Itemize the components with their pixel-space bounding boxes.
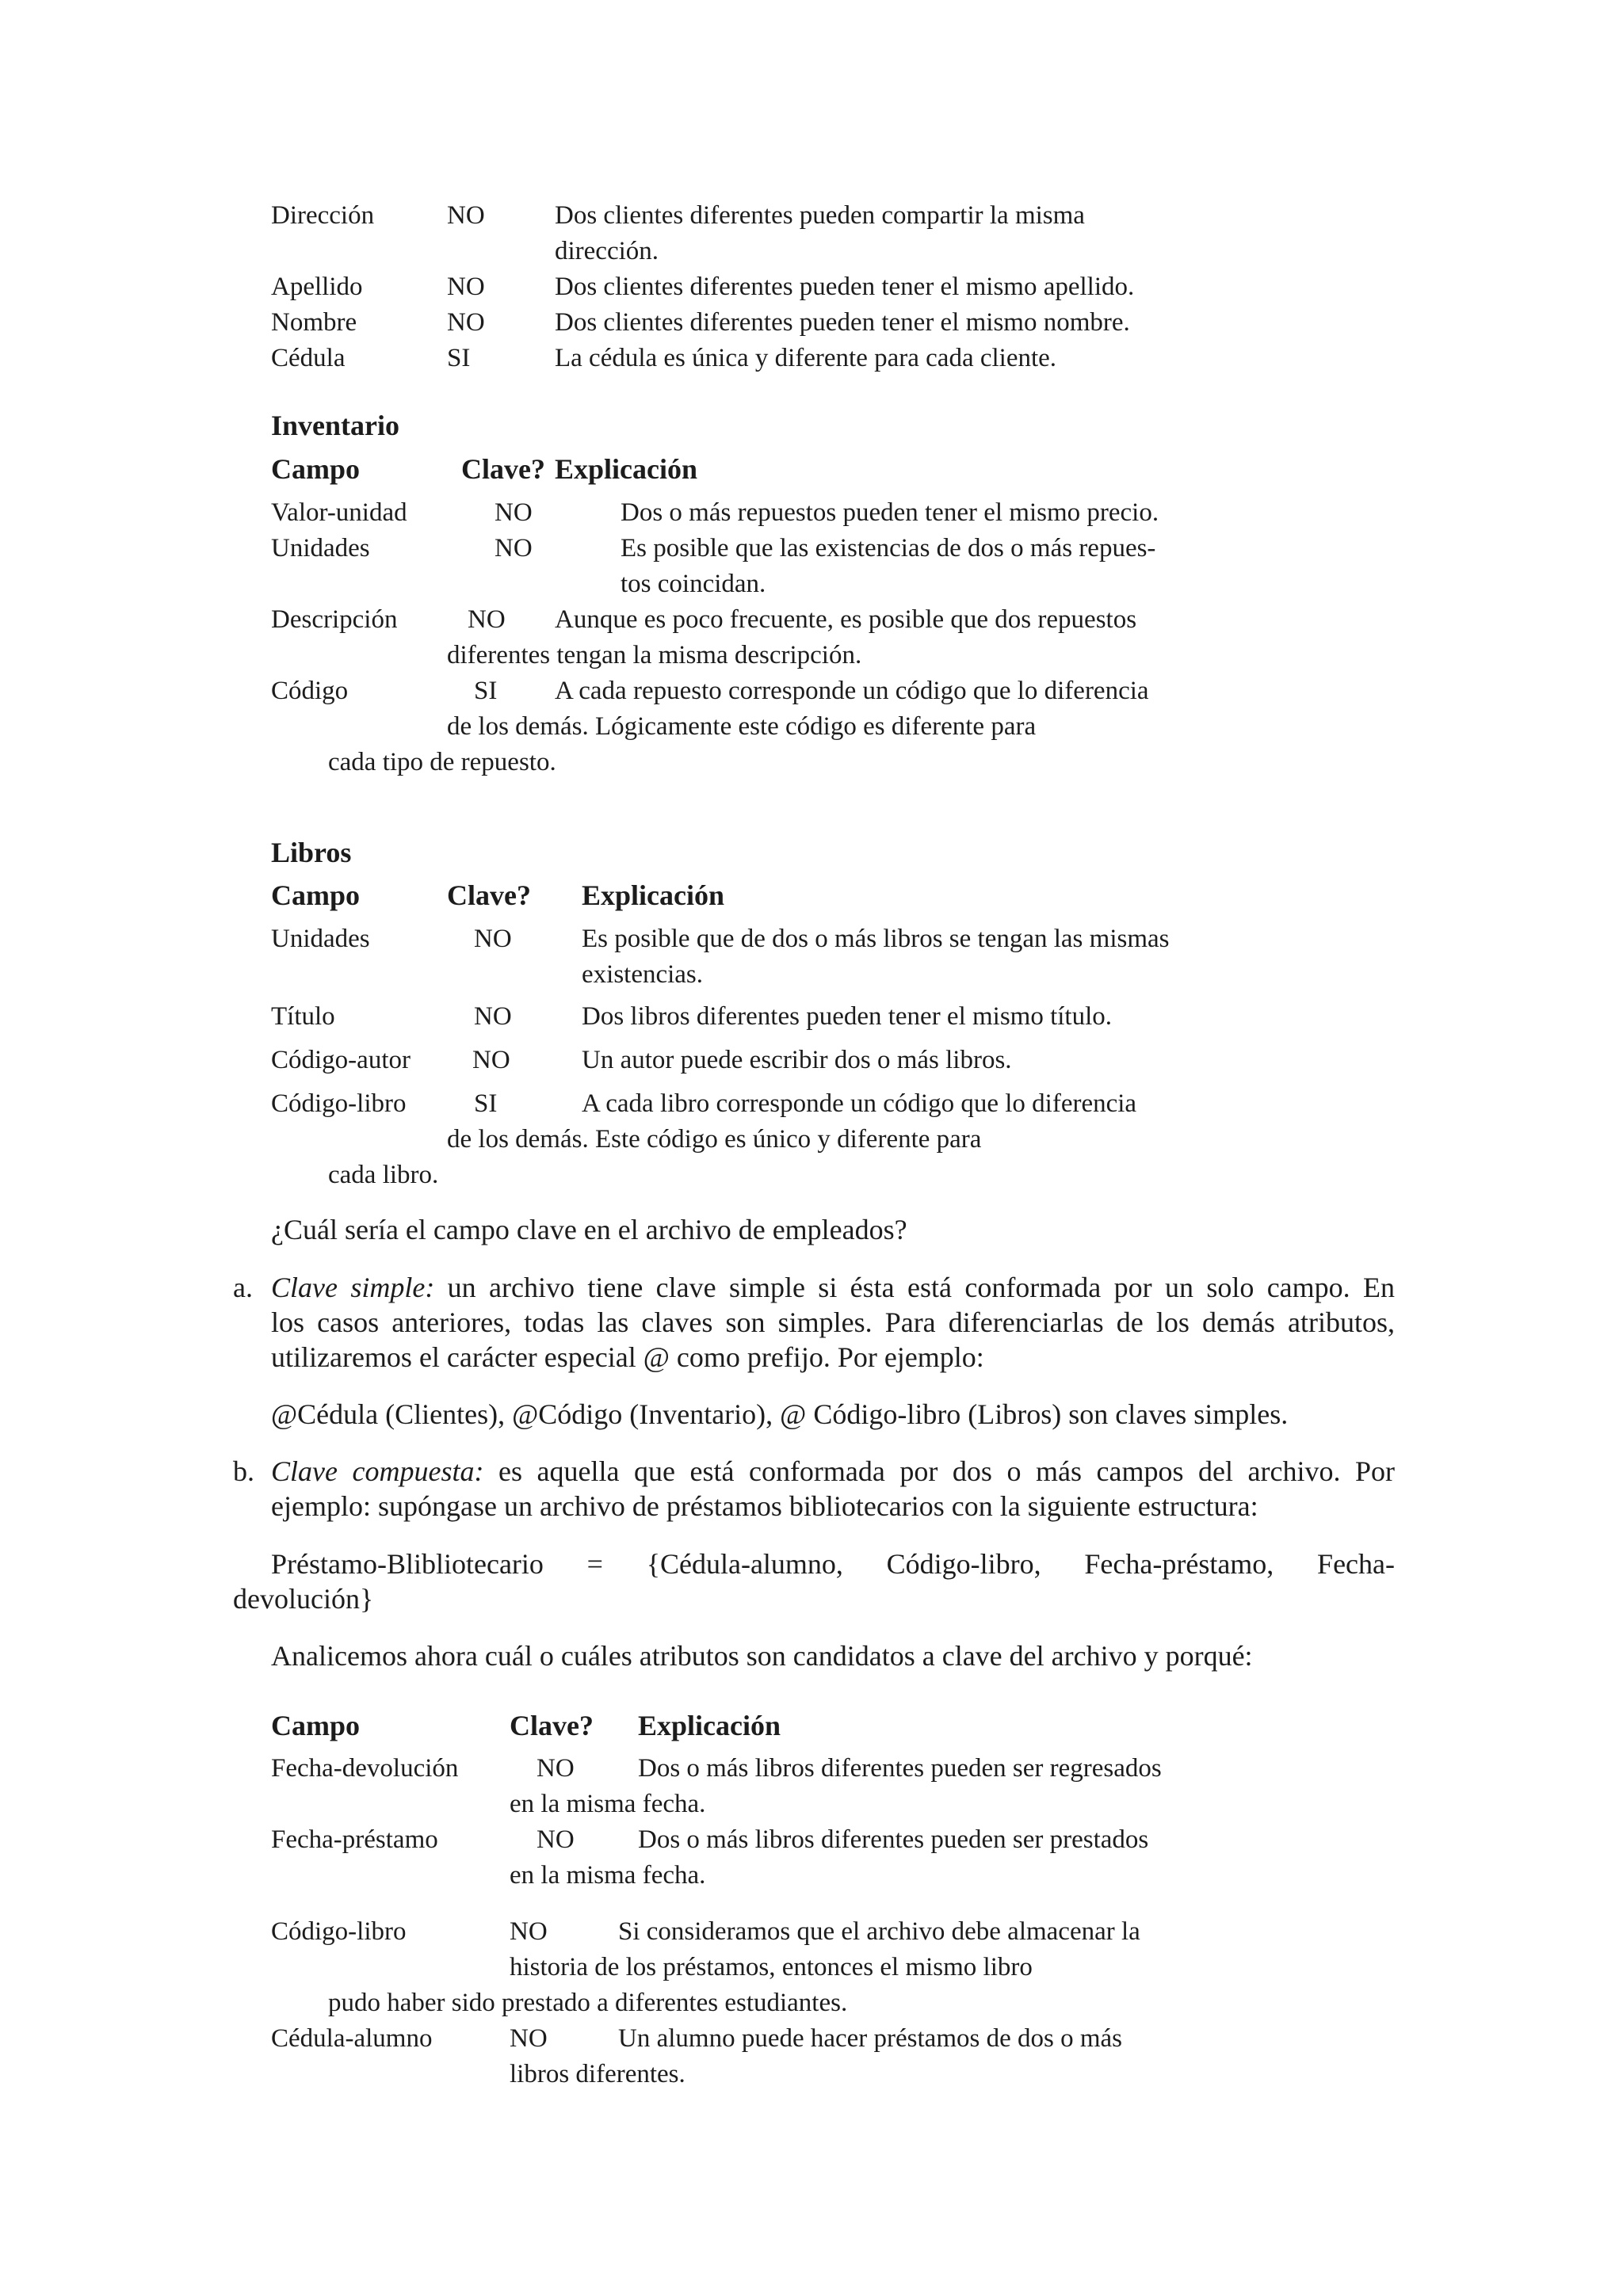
table-cell-campo: Dirección [271,201,375,230]
table-cell-explicacion: Un alumno puede hacer préstamos de dos o más [618,2024,1122,2053]
question-paragraph: ¿Cuál sería el campo clave en el archivo de empleados? [271,1214,907,1245]
table-cell-explicacion: Dos o más libros diferentes pueden ser prestados [638,1825,1149,1854]
structure-definition-cont: devolución} [233,1583,374,1615]
table-cell-explicacion: Dos o más repuestos pueden tener el mismo precio. [621,498,1159,527]
table-cell-campo: Unidades [271,925,370,953]
table-cell-campo: Fecha-devolución [271,1754,459,1783]
example-paragraph: @Cédula (Clientes), @Código (Inventario), @ Código-libro (Libros) son claves simples. [271,1398,1289,1430]
table-cell-clave: NO [472,1046,510,1074]
table-cell-campo: Título [271,1002,335,1031]
column-header-campo: Campo [271,1710,361,1741]
table-cell-campo: Nombre [271,308,357,337]
table-cell-clave: NO [447,201,485,230]
table-cell-campo: Cédula [271,344,346,372]
table-cell-explicacion: cada tipo de repuesto. [328,748,556,776]
paragraph-line: utilizaremos el carácter especial @ como prefijo. Por ejemplo: [271,1341,984,1373]
structure-definition: Préstamo-Blibliotecario = {Cédula-alumno, Código-libro, Fecha-préstamo, Fecha- [271,1548,1395,1580]
table-cell-campo: Unidades [271,534,370,563]
table-cell-explicacion: Aunque es poco frecuente, es posible que dos repuestos [555,605,1137,634]
term-clave-compuesta: Clave compuesta: [271,1455,484,1487]
table-cell-clave: NO [447,273,485,301]
table-cell-campo: Código-libro [271,1089,407,1118]
table-cell-explicacion: Es posible que de dos o más libros se tengan las mismas [582,925,1170,953]
table-cell-explicacion: Es posible que las existencias de dos o más repues- [621,534,1156,563]
table-cell-clave: NO [510,2024,548,2053]
table-cell-explicacion: tos coincidan. [621,570,766,598]
paragraph-line: Clave simple: un archivo tiene clave simple si ésta está conformada por un solo campo. En [271,1272,1395,1303]
table-cell-clave: NO [495,534,533,563]
column-header-explicacion: Explicación [555,453,698,485]
table-cell-explicacion: en la misma fecha. [510,1790,706,1818]
table-cell-explicacion: Dos o más libros diferentes pueden ser regresados [638,1754,1162,1783]
table-cell-campo: Fecha-préstamo [271,1825,438,1854]
paragraph-line: los casos anteriores, todas las claves son simples. Para diferenciarlas de los demás atributos, [271,1306,1395,1338]
table-cell-explicacion: La cédula es única y diferente para cada cliente. [555,344,1057,372]
table-cell-campo: Descripción [271,605,398,634]
column-header-explicacion: Explicación [582,879,725,911]
table-cell-explicacion: de los demás. Este código es único y diferente para [447,1125,982,1154]
table-cell-explicacion: pudo haber sido prestado a diferentes estudiantes. [328,1989,848,2017]
paragraph-line: Clave compuesta: es aquella que está conformada por dos o más campos del archivo. Por [271,1455,1395,1487]
column-header-campo: Campo [271,879,361,911]
table-cell-explicacion: A cada libro corresponde un código que lo diferencia [582,1089,1137,1118]
table-cell-explicacion: libros diferentes. [510,2060,685,2088]
table-cell-explicacion: Si consideramos que el archivo debe almacenar la [618,1917,1140,1946]
table-cell-clave: NO [495,498,533,527]
list-marker: a. [233,1272,253,1303]
table-cell-explicacion: diferentes tengan la misma descripción. [447,641,862,669]
table-cell-campo: Código [271,677,349,705]
table-cell-explicacion: A cada repuesto corresponde un código que lo diferencia [555,677,1149,705]
table-cell-clave: SI [474,1089,498,1118]
column-header-clave: Clave? [447,879,531,911]
column-header-explicacion: Explicación [638,1710,781,1741]
table-cell-explicacion: existencias. [582,960,704,989]
table-cell-clave: NO [537,1754,575,1783]
table-cell-explicacion: Dos clientes diferentes pueden tener el mismo apellido. [555,273,1135,301]
term-clave-simple: Clave simple: [271,1272,435,1303]
column-header-clave: Clave? [510,1710,594,1741]
table-cell-explicacion: Dos clientes diferentes pueden compartir la misma [555,201,1085,230]
table-cell-explicacion: Un autor puede escribir dos o más libros. [582,1046,1012,1074]
table-cell-clave: SI [474,677,498,705]
table-cell-clave: NO [468,605,506,634]
section-title: Inventario [271,410,399,441]
table-cell-explicacion: de los demás. Lógicamente este código es diferente para [447,712,1037,741]
table-cell-explicacion: en la misma fecha. [510,1861,706,1890]
section-title: Libros [271,837,352,868]
paragraph-line: ejemplo: supóngase un archivo de préstamos bibliotecarios con la siguiente estructura: [271,1490,1258,1522]
table-cell-clave: SI [447,344,471,372]
table-cell-explicacion: dirección. [555,237,659,265]
table-cell-clave: NO [537,1825,575,1854]
table-cell-campo: Código-libro [271,1917,407,1946]
table-cell-campo: Código-autor [271,1046,411,1074]
table-cell-clave: NO [474,925,512,953]
table-cell-explicacion: cada libro. [328,1161,439,1189]
table-cell-explicacion: Dos libros diferentes pueden tener el mismo título. [582,1002,1113,1031]
list-marker: b. [233,1455,254,1487]
table-cell-clave: NO [447,308,485,337]
table-cell-explicacion: historia de los préstamos, entonces el mismo libro [510,1953,1033,1981]
table-cell-explicacion: Dos clientes diferentes pueden tener el mismo nombre. [555,308,1130,337]
analysis-paragraph: Analicemos ahora cuál o cuáles atributos son candidatos a clave del archivo y porqué: [271,1640,1253,1672]
table-cell-campo: Apellido [271,273,363,301]
column-header-campo: Campo [271,453,361,485]
table-cell-clave: NO [510,1917,548,1946]
column-header-clave: Clave? [461,453,545,485]
table-cell-campo: Cédula-alumno [271,2024,433,2053]
table-cell-clave: NO [474,1002,512,1031]
table-cell-campo: Valor-unidad [271,498,407,527]
